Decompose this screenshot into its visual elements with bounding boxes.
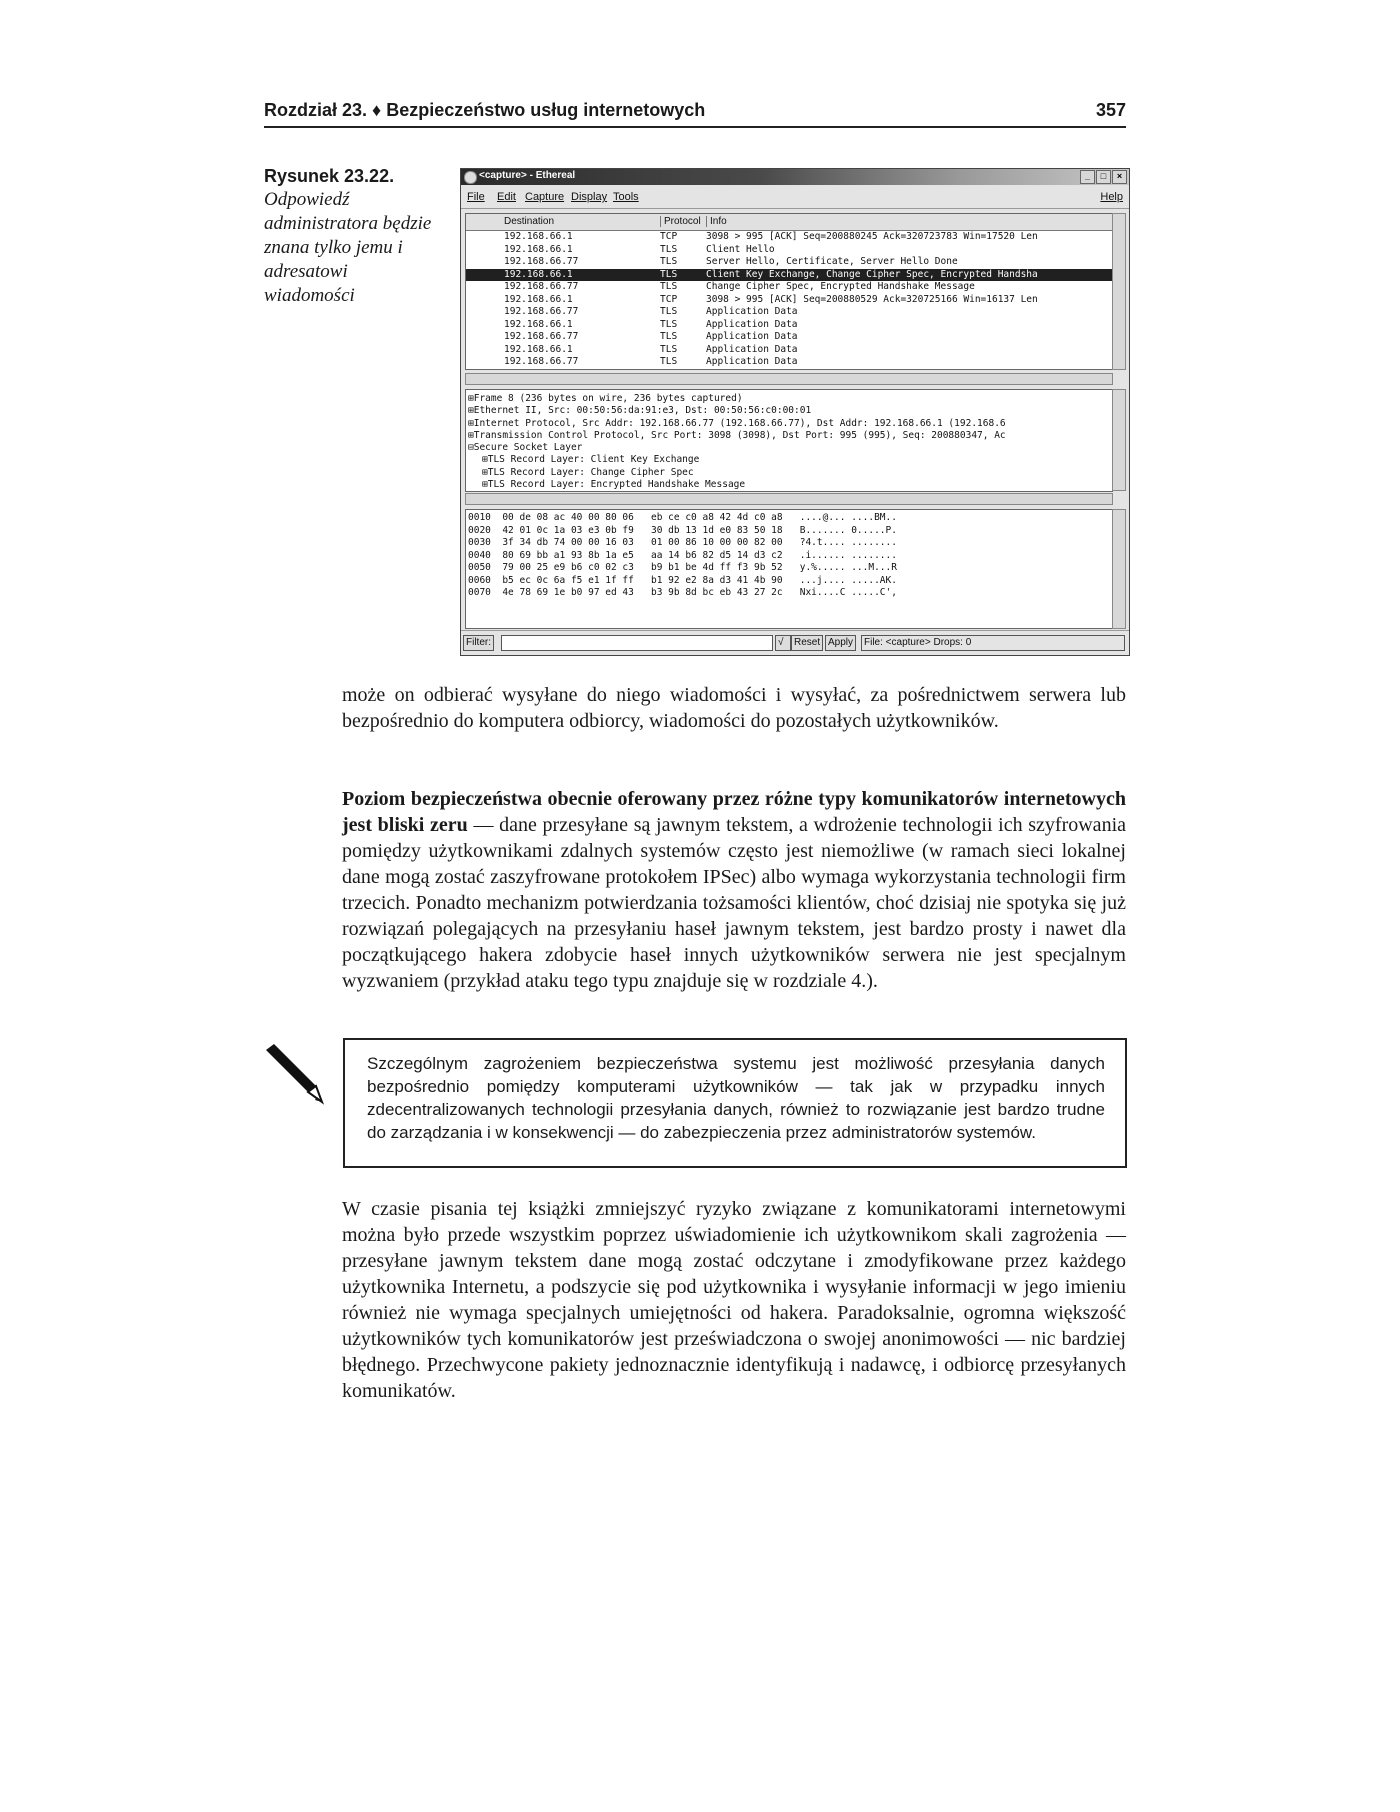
tree-subitem[interactable]: ⊞TLS Record Layer: Client Key Exchange: [482, 454, 700, 466]
maximize-icon[interactable]: □: [1096, 170, 1111, 184]
cell-proto: TLS: [660, 356, 678, 367]
table-row[interactable]: [466, 231, 1112, 244]
tree-item[interactable]: ⊞Internet Protocol, Src Addr: 192.168.66.77 (192.168.66.77), Dst Addr: 192.168.66.1 (192.168.6: [468, 417, 1006, 429]
cell-info: 3098 > 995 [ACK] Seq=200880245 Ack=320723783 Win=17520 Len: [706, 231, 1038, 242]
table-row[interactable]: [466, 244, 1112, 257]
status-text: File: <capture> Drops: 0: [861, 635, 1125, 651]
table-row[interactable]: [466, 269, 1112, 282]
cell-dest: 192.168.66.1: [504, 268, 573, 280]
tree-item[interactable]: ⊞Frame 8 (236 bytes on wire, 236 bytes captured): [468, 393, 743, 404]
hex-row: 0010 00 de 08 ac 40 00 80 06 eb ce c0 a8 42 4d c0 a8 ....@... ....BM..: [468, 512, 897, 523]
cell-info: 3098 > 995 [ACK] Seq=200880529 Ack=320725166 Win=16137 Len: [706, 293, 1038, 305]
window-title: <capture> - Ethereal: [479, 170, 576, 181]
tree-item[interactable]: ⊞Ethernet II, Src: 00:50:56:da:91:e3, Dst: 00:50:56:c0:00:01: [468, 405, 812, 417]
cell-proto: TLS: [660, 343, 678, 355]
menu-tools[interactable]: Tools: [613, 191, 639, 203]
cell-proto: TLS: [660, 306, 678, 317]
menu-help[interactable]: Help: [1100, 191, 1123, 203]
filter-input[interactable]: [501, 635, 773, 651]
packet-list-header: [466, 214, 1112, 231]
table-row[interactable]: [466, 256, 1112, 269]
note-box: [343, 1038, 1127, 1168]
cell-info: Client Key Exchange, Change Cipher Spec, Encrypted Handsha: [706, 268, 1038, 280]
menu-bar: [461, 186, 1129, 209]
note-text: Szczególnym zagrożeniem bezpieczeństwa systemu jest możliwość przesyłania danych bezpośrednio pomiędzy komputerami użytkowników — tak jak w przypadku innych zdecentralizowanych technologii przesyłania danych, również to rozwiązanie jest bardzo trudne do zarządzania i w konsekwencji — do zabezpieczenia przez administratorów systemów.: [367, 1054, 1105, 1142]
menu-capture[interactable]: Capture: [525, 191, 565, 203]
cell-info: Application Data: [706, 343, 798, 355]
cell-proto: TCP: [660, 293, 678, 305]
packet-list-hscrollbar[interactable]: [465, 373, 1113, 385]
table-row[interactable]: [466, 331, 1112, 344]
pencil-icon: [262, 1042, 326, 1106]
hex-row: 0070 4e 78 69 1e b0 97 ed 43 b3 9b 8d bc eb 43 27 2c Nxi....C .....C',: [468, 587, 897, 598]
menu-edit[interactable]: Edit: [497, 191, 516, 203]
hex-row: 0040 80 69 bb a1 93 8b 1a e5 aa 14 b6 82 d5 14 d3 c2 .i...... ........: [468, 549, 897, 561]
apply-button[interactable]: Apply: [825, 635, 856, 651]
paragraph-2-bold: Poziom bezpieczeństwa obecnie oferowany przez różne typy komunikatorów internetowych jest bliski zeru: [342, 788, 1126, 836]
window-titlebar: [461, 169, 1129, 185]
ethereal-window: [460, 168, 1130, 656]
cell-info: Application Data: [706, 306, 798, 317]
minimize-icon[interactable]: _: [1080, 170, 1095, 184]
reset-button[interactable]: Reset: [791, 635, 823, 651]
cell-proto: TLS: [660, 318, 678, 330]
hex-row: 0020 42 01 0c 1a 03 e3 0b f9 30 db 13 1d e0 83 50 18 B....... 0.....P.: [468, 524, 897, 536]
cell-proto: TLS: [660, 268, 678, 280]
figure-caption: [264, 164, 434, 308]
menu-display[interactable]: Display: [571, 191, 608, 203]
cell-proto: TCP: [660, 231, 678, 242]
cell-info: Client Hello: [706, 243, 775, 255]
hex-row: 0060 b5 ec 0c 6a f5 e1 1f ff b1 92 e2 8a d3 41 4b 90 ...j.... .....AK.: [468, 574, 897, 586]
packet-details[interactable]: [465, 389, 1113, 492]
cell-dest: 192.168.66.1: [504, 293, 573, 305]
cell-proto: TLS: [660, 256, 678, 267]
cell-dest: 192.168.66.77: [504, 356, 579, 367]
cell-dest: 192.168.66.1: [504, 318, 573, 330]
chapter-title: Rozdział 23. ♦ Bezpieczeństwo usług internetowych: [264, 100, 706, 120]
cell-dest: 192.168.66.77: [504, 256, 579, 267]
cell-info: Application Data: [706, 356, 798, 367]
cell-info: Change Cipher Spec, Encrypted Handshake Message: [706, 281, 975, 292]
details-hscrollbar[interactable]: [465, 493, 1113, 505]
tree-item[interactable]: ⊟Secure Socket Layer: [468, 442, 583, 454]
page-number: 357: [1095, 100, 1126, 120]
tree-item[interactable]: ⊞Transmission Control Protocol, Src Port: 3098 (3098), Dst Port: 995 (995), Seq: 200880347, Ac: [468, 429, 1006, 441]
close-icon[interactable]: ×: [1112, 170, 1127, 184]
app-icon: [464, 171, 477, 184]
tree-subitem[interactable]: ⊞TLS Record Layer: Change Cipher Spec: [482, 466, 694, 478]
table-row[interactable]: [466, 356, 1112, 369]
details-scrollbar[interactable]: [1112, 389, 1126, 491]
table-row[interactable]: [466, 344, 1112, 357]
cell-proto: TLS: [660, 331, 678, 342]
cell-info: Server Hello, Certificate, Server Hello Done: [706, 256, 958, 267]
packet-list[interactable]: [465, 213, 1113, 370]
table-row[interactable]: [466, 281, 1112, 294]
table-row[interactable]: [466, 319, 1112, 332]
cell-dest: 192.168.66.1: [504, 231, 573, 242]
column-info[interactable]: Info: [706, 216, 727, 227]
bytes-scrollbar[interactable]: [1112, 509, 1126, 629]
cell-dest: 192.168.66.1: [504, 243, 573, 255]
cell-info: Application Data: [706, 318, 798, 330]
cell-dest: 192.168.66.77: [504, 281, 579, 292]
table-row[interactable]: [466, 294, 1112, 307]
running-header: [264, 98, 1126, 128]
cell-proto: TLS: [660, 281, 678, 292]
figure-label: Rysunek 23.22.: [264, 166, 395, 186]
paragraph-2: [342, 786, 1126, 994]
table-row[interactable]: [466, 306, 1112, 319]
column-protocol[interactable]: Protocol: [660, 216, 701, 227]
filter-bar: [461, 630, 1129, 655]
filter-label-button[interactable]: Filter:: [463, 635, 494, 651]
paragraph-1: może on odbierać wysyłane do niego wiadomości i wysyłać, za pośrednictwem serwera lub bezpośrednio do komputera odbiorcy, wiadomości do pozostałych użytkowników.: [342, 684, 1126, 732]
hex-row: 0030 3f 34 db 74 00 00 16 03 01 00 86 10 00 00 82 00 ?4.t.... ........: [468, 537, 897, 548]
hex-row: 0050 79 00 25 e9 b6 c0 02 c3 b9 b1 be 4d ff f3 9b 52 y.%..... ...M...R: [468, 562, 897, 573]
packet-list-scrollbar[interactable]: [1112, 213, 1126, 370]
tree-subitem[interactable]: ⊞TLS Record Layer: Encrypted Handshake Message: [482, 479, 746, 491]
filter-dropdown-icon[interactable]: √: [775, 635, 791, 651]
packet-bytes[interactable]: [465, 509, 1113, 629]
figure-description: Odpowiedź administratora będzie znana tylko jemu i adresatowi wiadomości: [264, 189, 432, 306]
paragraph-3: W czasie pisania tej książki zmniejszyć ryzyko związane z komunikatorami internetowymi można było przede wszystkim poprzez uświadomienie ich użytkownikom skali zagrożenia — przesyłane jawnym tekstem dane mogą zostać odczytane i zmodyfikowane przez każdego użytkownika Internetu, a podszycie się pod użytkownika i wysyłanie informacji w jego imieniu również nie wymaga specjalnych umiejętności od hakera. Paradoksalnie, ogromna większość użytkowników tych komunikatorów jest przeświadczona o swojej anonimowości — nic bardziej błędnego. Przechwycone pakiety jednoznacznie identyfikują i nadawcę, i odbiorcę przesyłanych komunikatów.: [342, 1198, 1126, 1402]
paragraph-2-rest: — dane przesyłane są jawnym tekstem, a wdrożenie technologii ich szyfrowania pomiędzy użytkownikami zdalnych systemów często jest niemożliwe (w ramach sieci lokalnej dane mogą zostać zaszyfrowane protokołem IPSec) albo wymaga wykorzystania technologii firm trzecich. Ponadto mechanizm potwierdzania tożsamości klientów, choć dzisiaj nie spotyka się już rozwiązań polegających na przesyłaniu haseł jawnym tekstem, jest bardzo prosty i nawet dla początkującego hakera zdobycie haseł innych użytkowników serwera nie jest specjalnym wyzwaniem (przykład ataku tego typu znajduje się w rozdziale 4.).: [342, 814, 1126, 992]
cell-dest: 192.168.66.77: [504, 306, 579, 317]
column-destination[interactable]: Destination: [504, 216, 555, 227]
cell-dest: 192.168.66.77: [504, 331, 579, 342]
cell-proto: TLS: [660, 243, 678, 255]
cell-info: Application Data: [706, 331, 798, 342]
cell-dest: 192.168.66.1: [504, 343, 573, 355]
menu-file[interactable]: File: [467, 191, 485, 203]
